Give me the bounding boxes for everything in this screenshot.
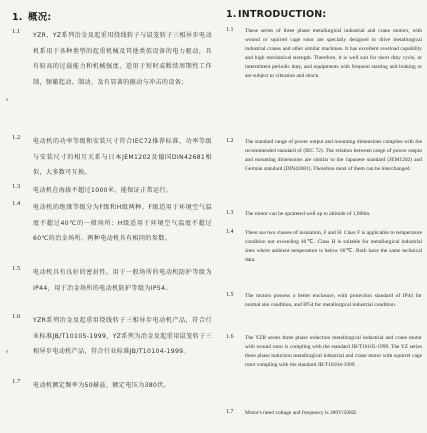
heading-title: INTRODUCTION: xyxy=(238,9,327,20)
list-item xyxy=(12,134,212,184)
item-number: 1.5 xyxy=(12,265,21,272)
item-text: 电动机在海拔不超过1000米，能保证正常运行。 xyxy=(33,187,173,194)
heading-title: 概况: xyxy=(28,12,52,23)
item-number: 1.3 xyxy=(226,210,234,216)
scan-speck xyxy=(6,350,8,353)
item-text: The standard range of power output and mounting dimensions complies with the recommended standard of (IEC 72). The relation between range of power output and mounting dimensions are similar to the Japanese standard (JEM1202) and German standard (DIN42681). Therefore most of them can be interchanged. xyxy=(245,139,422,173)
item-text: 电动机的功率等级和安装尺寸符合IEC72推荐标准，功率等级与安装尺寸的相互关系与日本JEM1202及德国DIN42681相似，大多数可互换。 xyxy=(33,138,212,177)
list-item xyxy=(226,138,422,208)
item-number: 1.7 xyxy=(226,409,234,415)
english-section-heading xyxy=(226,9,326,20)
item-text: The motor can be oprateted well up to altitude of 1,000m. xyxy=(245,211,371,217)
item-number: 1.3 xyxy=(12,183,21,190)
list-item xyxy=(12,183,212,199)
item-number: 1.2 xyxy=(226,138,234,144)
item-number: 1.4 xyxy=(12,200,21,207)
heading-number: 1. xyxy=(12,12,23,23)
item-number: 1.4 xyxy=(226,229,234,235)
list-item xyxy=(226,292,422,328)
item-text: 电动机额定频率为50赫兹，额定电压为380伏。 xyxy=(33,382,171,389)
item-text: The YZR series three phase induction metallurgical industrial and crane motor with wound rotor is compling with the standard JB/T10105-1999. The YZ series three phase induction metallurgical industrial and crane motor with squirrel cage rotor compling with the standard JB/T10104-1999. xyxy=(245,335,422,369)
list-item xyxy=(226,27,422,137)
item-text: There are two classes of insulation, F and H. Class F is applicable to temperature condition not exceeding 40℃. Class H is suitable for metallurgical industrial sites where ambient temperature is below 60℃. Both have the same technical data. xyxy=(245,230,422,264)
item-text: Motor's rated voltage and frequency is 380V/50HZ. xyxy=(245,410,358,416)
item-text: The motors possess a better enclosure, with protection standard of IP44 for normal site condition, and IP54 for metallurgical industrial condition. xyxy=(245,293,422,309)
list-item xyxy=(12,200,212,265)
list-item xyxy=(226,334,422,406)
item-text: YZR系列冶金及起重用绕线转子三相异步电动机产品，符合行业标准JB/T10105-1999，YZ系列为冶金及起重用鼠笼转子三相异步电动机产品，符合行业标准JB/T10104-1999。 xyxy=(33,317,212,356)
list-item xyxy=(12,265,212,315)
item-text: YZR、YZ系列冶金及起重用绕线转子与鼠笼转子三相异步电动机系用于各种类型的起重机械及其他类似设备的电力驱动，具有较高的过载能力和机械强度，适用于短时或断续周期性工作制，频繁起动、制动、及有显著的振动与冲击的设备; xyxy=(33,32,212,87)
list-item xyxy=(12,378,212,394)
item-number: 1.5 xyxy=(226,292,234,298)
item-text: 电动机具有良好的密封性。用于一般场所的电动机防护等级为IP44，用于冶金场所的电动机防护等级为IP54。 xyxy=(33,269,212,292)
item-number: 1.2 xyxy=(12,134,21,141)
item-number: 1.6 xyxy=(226,334,234,340)
item-number: 1.1 xyxy=(226,27,234,33)
item-text: These series of three phase metallurgical industrial and crane motors, with wound or squirrel cage rotor are specially designed to drive metallurgical industrial cranes and other similar machines. It has excellent overload capability and high mechanical strength. Therefore, it is well suit for short duty cycle, or intermittent periodic duty, and equipments with frequent starting and braking or are subject to vibration and shock. xyxy=(245,28,422,80)
item-number: 1.6 xyxy=(12,313,21,320)
item-number: 1.7 xyxy=(12,378,21,385)
list-item xyxy=(226,210,422,228)
item-text: 电动机的绝缘等级分为F级和H级两种。F级适用于环境空气温度不超过40℃的一般场所；H级适用于环境空气温度不超过60℃的冶金场所。两种电动机具有相同的参数。 xyxy=(33,204,212,243)
chinese-section-heading xyxy=(12,9,51,23)
list-item xyxy=(226,409,422,429)
list-item xyxy=(12,313,212,379)
scan-speck xyxy=(6,98,8,101)
item-number: 1.1 xyxy=(12,28,21,35)
list-item xyxy=(12,28,212,128)
heading-number: 1. xyxy=(226,9,237,20)
list-item xyxy=(226,229,422,289)
